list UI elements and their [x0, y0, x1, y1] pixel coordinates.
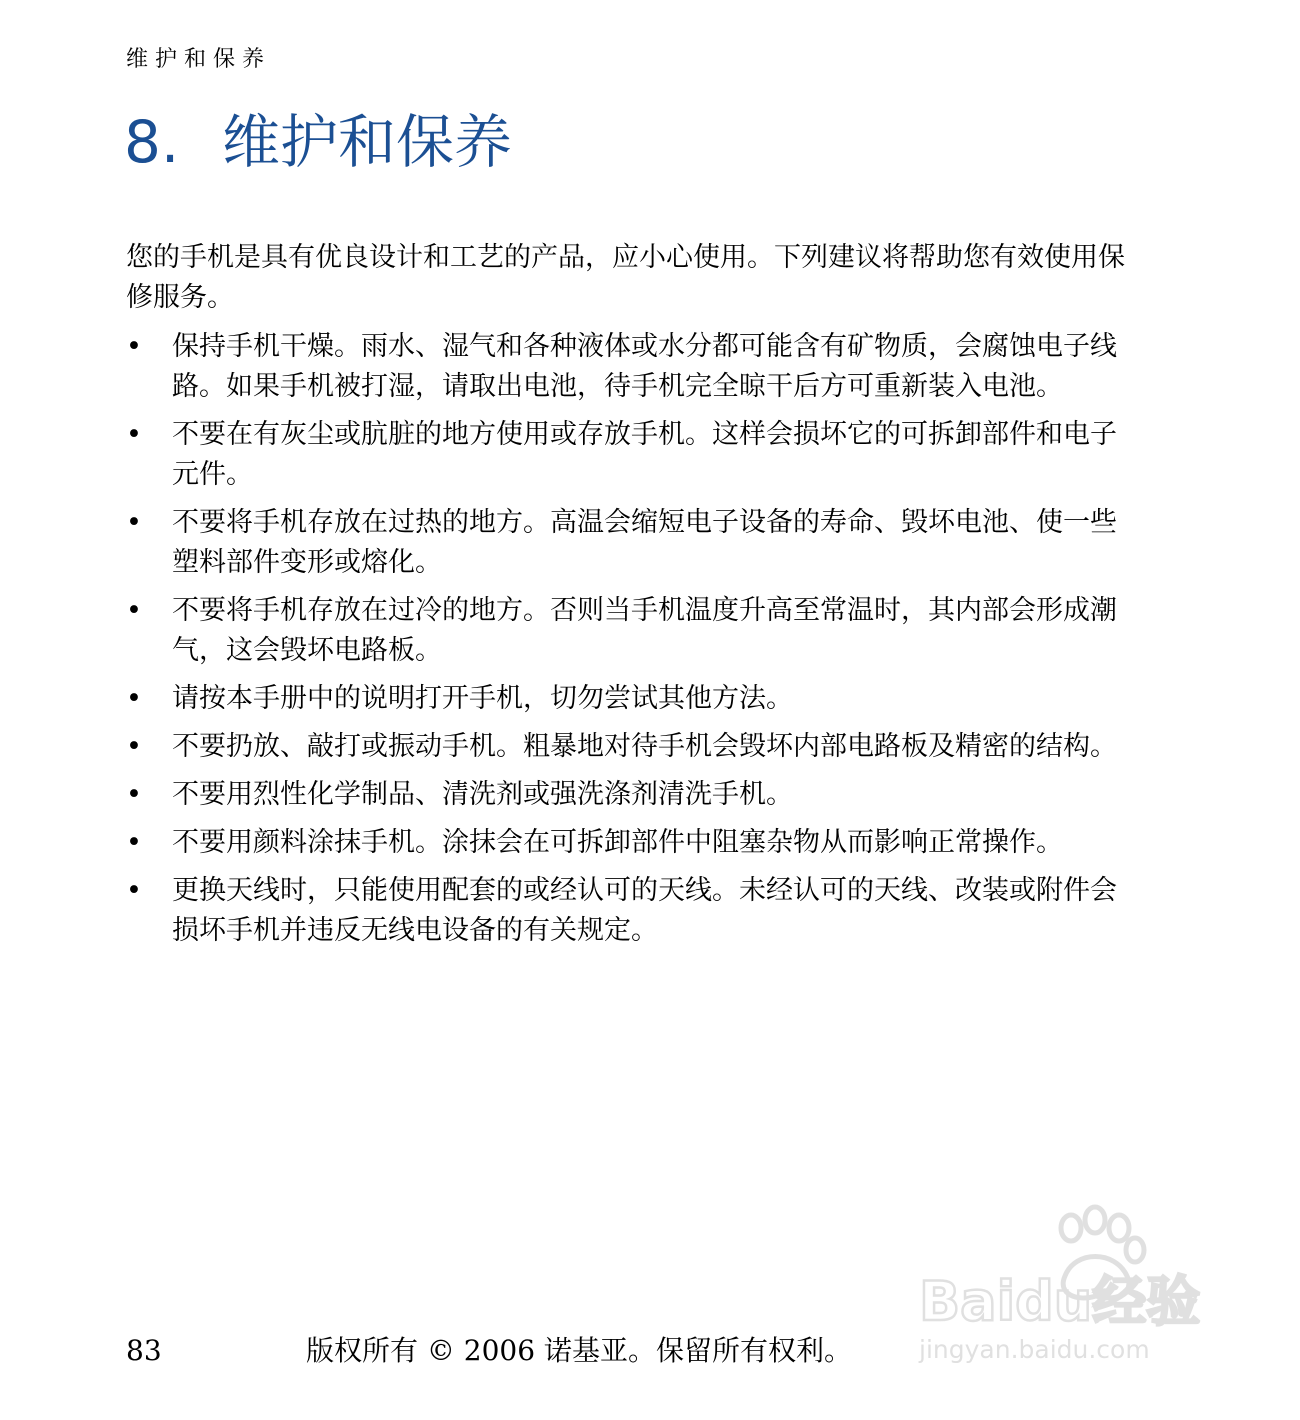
list-item [126, 679, 1136, 719]
baidu-jingyan-watermark [915, 1198, 1235, 1368]
list-item [126, 415, 1136, 495]
tip-text: 不要用颜料涂抹手机。涂抹会在可拆卸部件中阻塞杂物从而影响正常操作。 [172, 827, 1063, 858]
page-number: 83 [126, 1334, 162, 1367]
bullet: • [126, 731, 142, 762]
bullet: • [126, 683, 142, 714]
list-item [126, 871, 1136, 951]
list-item [126, 775, 1136, 815]
tip-text: 更换天线时，只能使用配套的或经认可的天线。未经认可的天线、改装或附件会损坏手机并违反无线电设备的有关规定。 [172, 875, 1117, 946]
tip-text: 不要将手机存放在过冷的地方。否则当手机温度升高至常温时，其内部会形成潮气，这会毁坏电路板。 [172, 595, 1117, 666]
watermark-brand: Baidu经验 [919, 1270, 1201, 1333]
tip-text: 不要在有灰尘或肮脏的地方使用或存放手机。这样会损坏它的可拆卸部件和电子元件。 [172, 419, 1117, 490]
intro-paragraph: 您的手机是具有优良设计和工艺的产品，应小心使用。下列建议将帮助您有效使用保修服务。 [126, 242, 1125, 313]
list-item [126, 823, 1136, 863]
bullet: • [126, 419, 142, 450]
list-item [126, 591, 1136, 671]
chapter-title-text: 维护和保养 [222, 108, 513, 176]
bullet: • [126, 595, 142, 626]
paw-icon [915, 1198, 1235, 1368]
list-item [126, 503, 1136, 583]
care-tips-list [126, 327, 1136, 959]
chapter-title [124, 100, 512, 184]
list-item [126, 727, 1136, 767]
bullet: • [126, 875, 142, 906]
tip-text: 不要扔放、敲打或振动手机。粗暴地对待手机会毁坏内部电路板及精密的结构。 [172, 731, 1117, 762]
bullet: • [126, 779, 142, 810]
bullet: • [126, 331, 142, 362]
tip-text: 不要用烈性化学制品、清洗剂或强洗涤剂清洗手机。 [172, 779, 793, 810]
list-item [126, 327, 1136, 407]
watermark-url: jingyan.baidu.com [919, 1335, 1150, 1364]
tip-text: 保持手机干燥。雨水、湿气和各种液体或水分都可能含有矿物质，会腐蚀电子线路。如果手机被打湿，请取出电池，待手机完全晾干后方可重新装入电池。 [172, 331, 1117, 402]
tip-text: 不要将手机存放在过热的地方。高温会缩短电子设备的寿命、毁坏电池、使一些塑料部件变形或熔化。 [172, 507, 1117, 578]
bullet: • [126, 507, 142, 538]
chapter-number: 8. [124, 108, 180, 176]
copyright-notice: 版权所有 © 2006 诺基亚。保留所有权利。 [306, 1334, 852, 1367]
tip-text: 请按本手册中的说明打开手机，切勿尝试其他方法。 [172, 683, 793, 714]
running-header: 维护和保养 [126, 47, 272, 72]
bullet: • [126, 827, 142, 858]
